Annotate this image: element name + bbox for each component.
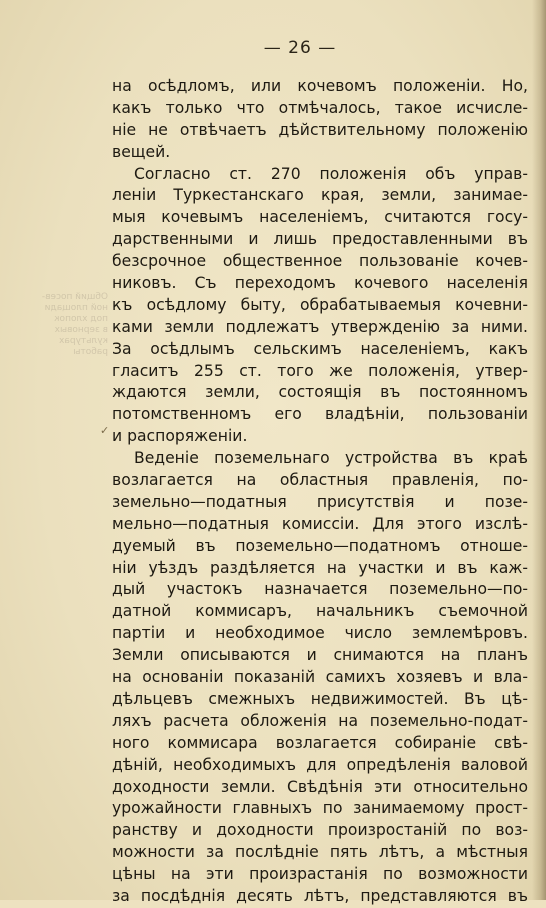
text-line: вещей.	[112, 142, 171, 161]
text-line: потомственномъ его владѣніи, пользованіи	[112, 405, 528, 424]
text-line: къ осѣдлому быту, обрабатываемыя кочевни-	[112, 295, 528, 314]
text-line: на основаніи показаній самихъ хозяевъ и вла-	[112, 668, 528, 687]
text-line: никовъ. Съ переходомъ кочевого населенія	[112, 274, 528, 293]
bleed-through-text: Общий посев- ной площади под хлопок в зерновых культурах работы	[41, 292, 108, 357]
text-line: доходности земли. Свѣдѣнія эти относительно	[112, 777, 528, 796]
text-line: дѣній, необходимыхъ для опредѣленія валовой	[112, 755, 528, 774]
page-edge-shadow	[532, 0, 546, 900]
text-line: дарственными и лишь предоставленными въ	[112, 230, 528, 249]
text-line: на осѣдломъ, или кочевомъ положеніи. Но,	[112, 77, 528, 95]
text-line: дуемый въ поземельно—податномъ отноше-	[112, 536, 528, 555]
text-line: безсрочное общественное пользованіе кочев-	[112, 252, 528, 271]
text-line: ками земли подлежатъ утвержденію за ними.	[112, 317, 528, 336]
text-line: датной коммисаръ, начальникъ съемочной	[112, 602, 528, 621]
body-text	[112, 76, 528, 908]
text-line: леніи Туркестанскаго края, земли, занимае-	[112, 186, 528, 205]
text-line: мельно—податныя комиссіи. Для этого изслѣ-	[112, 514, 528, 533]
text-line: гласитъ 255 ст. того же положенія, утвер-	[112, 361, 528, 380]
text-line: Земли описываются и снимаются на планъ	[112, 646, 528, 665]
text-line: земельно—податныя присутствія и позе-	[112, 492, 528, 511]
text-line: ного коммисара возлагается собираніе свѣ-	[112, 733, 528, 752]
text-line: За осѣдлымъ сельскимъ населеніемъ, какъ	[112, 339, 528, 358]
text-line: Веденіе поземельнаго устройства въ краѣ	[134, 449, 528, 468]
text-line: можности за послѣдніе пять лѣтъ, а мѣстныя	[112, 843, 528, 862]
text-line: партіи и необходимое число землемѣровъ.	[112, 624, 528, 643]
text-line: ранству и доходности произростаній по воз-	[112, 821, 528, 840]
text-line: ніи уѣздъ раздѣляется на участки и въ каж-	[112, 558, 528, 577]
text-line: и распоряженіи.	[112, 427, 248, 446]
text-line: мыя кочевымъ населеніемъ, считаются госу-	[112, 208, 528, 227]
text-line: Согласно ст. 270 положенія объ управ-	[134, 164, 528, 183]
text-line: какъ только что отмѣчалось, такое исчисле-	[112, 98, 528, 117]
text-line: за посдѣднія десять лѣтъ, представляются въ	[112, 886, 528, 905]
text-line: цѣны на эти произрастанія по возможности	[112, 865, 528, 884]
text-line: дѣльцевъ смежныхъ недвижимостей. Въ цѣ-	[112, 689, 528, 708]
text-line: дый участокъ назначается поземельно—по-	[112, 580, 528, 599]
text-line: возлагается на областныя правленія, по-	[112, 471, 528, 490]
text-line: ніе не отвѣчаетъ дѣйствительному положенію	[112, 120, 528, 139]
page-number: — 26 —	[263, 38, 337, 58]
margin-mark: ✓	[100, 424, 110, 437]
text-line: урожайности главныхъ по занимаемому прост-	[112, 799, 528, 818]
text-line: ждаются земли, состоящія въ постоянномъ	[112, 383, 528, 402]
text-line: ляхъ расчета обложенія на поземельно-подат-	[112, 711, 528, 730]
